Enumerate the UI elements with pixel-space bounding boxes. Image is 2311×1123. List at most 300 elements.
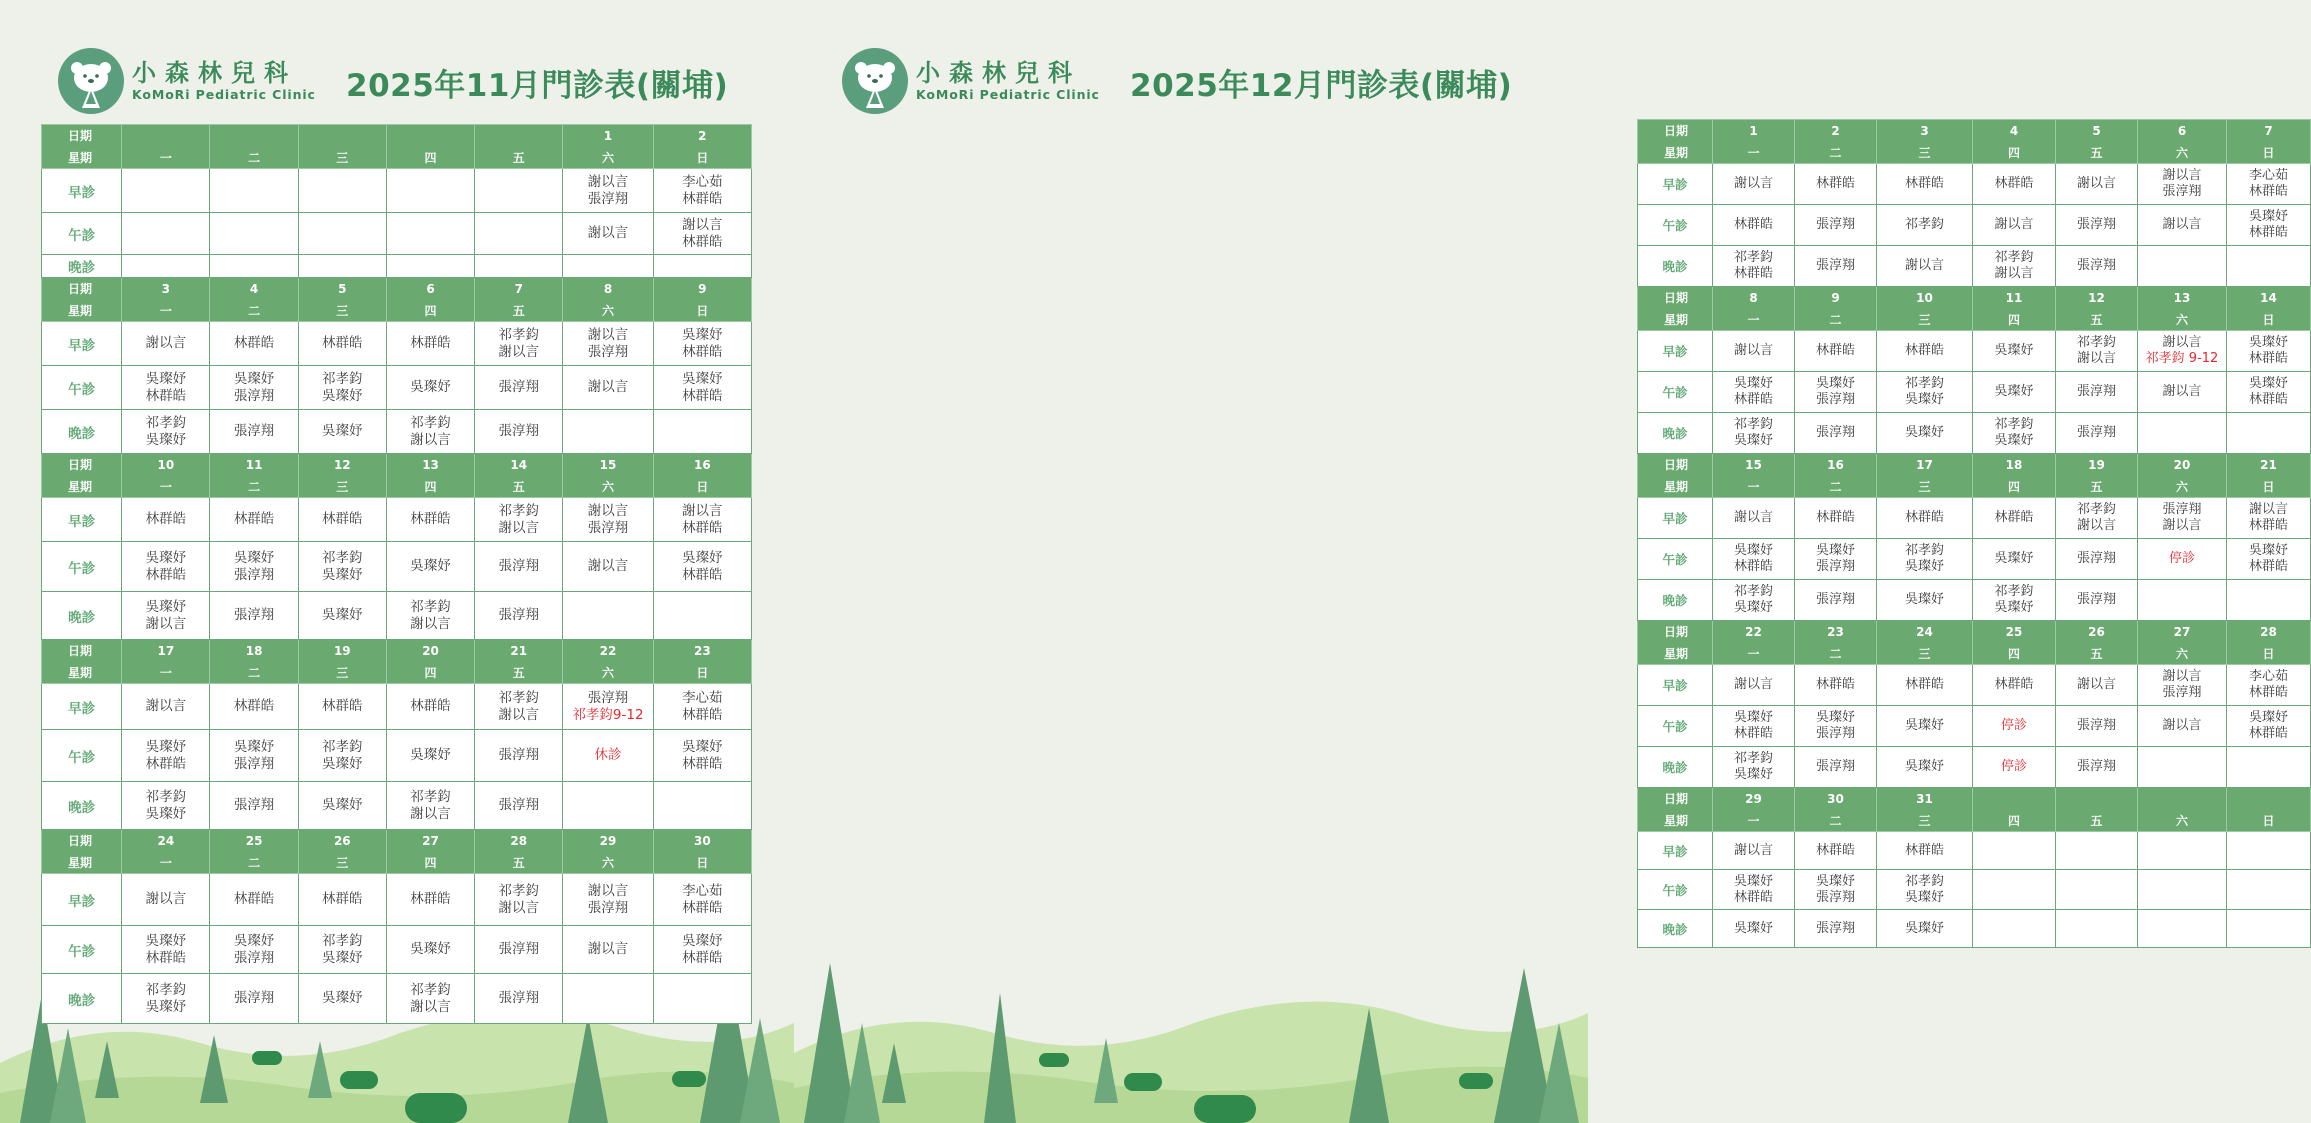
morning-row [42,498,752,542]
morning-session-label: 早診 [1638,498,1713,539]
doctor-cell: 吳璨妤 張淳翔 [1795,706,1877,747]
date-label: 日期 [42,125,122,147]
doctor-cell: 謝以言 [122,684,210,730]
weekday-row [42,147,752,169]
date-cell: 20 [386,640,474,662]
weekday-cell: 四 [386,662,474,684]
date-cell: 14 [475,454,563,476]
doctor-cell: 吳璨妤 張淳翔 [210,366,298,410]
doctor-cell: 謝以言 [563,366,653,410]
evening-row [1638,580,2311,621]
doctor-cell: 張淳翔 [475,926,563,974]
doctor-cell: 吳璨妤 林群皓 [2227,372,2311,413]
doctor-cell: 吳璨妤 林群皓 [2227,539,2311,580]
date-cell [1973,788,2056,810]
date-label: 日期 [1638,120,1713,142]
doctor-cell: 祁孝鈞 吳璨妤 [1713,580,1795,621]
date-cell: 7 [475,278,563,300]
doctor-cell [386,169,474,213]
doctor-cell: 林群皓 [210,322,298,366]
date-label: 日期 [1638,287,1713,309]
clinic-name-zh: 小森林兒科 [132,59,297,87]
doctor-cell: 張淳翔 [1795,580,1877,621]
weekday-row [42,662,752,684]
doctor-cell: 祁孝鈞 謝以言 [2056,498,2138,539]
date-cell: 2 [1795,120,1877,142]
doctor-cell: 張淳翔 [2056,246,2138,287]
doctor-cell: 張淳翔 [475,730,563,782]
date-cell: 29 [1713,788,1795,810]
doctor-cell: 祁孝鈞 吳璨妤 [298,542,386,592]
doctor-cell [2227,910,2311,948]
doctor-cell: 林群皓 [210,498,298,542]
date-cell [2138,788,2227,810]
date-cell: 5 [2056,120,2138,142]
doctor-cell: 祁孝鈞 吳璨妤 [122,410,210,454]
doctor-cell: 祁孝鈞 吳璨妤 [1973,580,2056,621]
doctor-cell: 謝以言 [122,322,210,366]
date-cell: 27 [2138,621,2227,643]
doctor-cell: 謝以言 [1713,331,1795,372]
doctor-cell: 謝以言 林群皓 [653,213,751,255]
doctor-cell: 林群皓 [1795,665,1877,706]
date-cell: 14 [2227,287,2311,309]
weekday-cell: 一 [122,852,210,874]
date-cell [386,125,474,147]
afternoon-row [1638,205,2311,246]
doctor-cell: 吳璨妤 [386,730,474,782]
doctor-cell: 林群皓 [386,322,474,366]
doctor-cell: 張淳翔 [475,782,563,830]
morning-row [42,322,752,366]
december-schedule-table [1637,119,2311,948]
doctor-cell [563,592,653,640]
weekday-label: 星期 [42,852,122,874]
evening-row [42,782,752,830]
date-cell: 20 [2138,454,2227,476]
weekday-cell: 六 [563,147,653,169]
date-cell: 12 [2056,287,2138,309]
doctor-cell: 張淳翔 [475,974,563,1024]
schedule-title: 2025年12月門診表(關埔) [1130,68,1513,104]
weekday-label: 星期 [42,662,122,684]
weekday-cell: 二 [1795,142,1877,164]
weekday-cell: 五 [475,300,563,322]
doctor-cell: 張淳翔 [210,592,298,640]
weekday-cell: 日 [2227,309,2311,331]
doctor-cell: 林群皓 [298,684,386,730]
doctor-cell: 張淳翔 [1795,747,1877,788]
doctor-cell: 謝以言 張淳翔 [563,169,653,213]
weekday-cell: 二 [210,662,298,684]
weekday-cell: 四 [1973,476,2056,498]
doctor-cell: 張淳翔 [2056,706,2138,747]
doctor-cell: 林群皓 [386,498,474,542]
partial-hours-note: 祁孝鈞 9-12 [2145,351,2219,366]
date-row [1638,287,2311,309]
weekday-cell: 五 [2056,476,2138,498]
morning-row [1638,665,2311,706]
evening-row [42,974,752,1024]
doctor-cell: 吳璨妤 林群皓 [1713,706,1795,747]
doctor-cell: 祁孝鈞 謝以言 [1973,246,2056,287]
doctor-cell: 張淳翔 [1795,205,1877,246]
weekday-cell: 二 [210,852,298,874]
doctor-cell: 謝以言 張淳翔 [2138,164,2227,205]
afternoon-row [1638,706,2311,747]
evening-row [1638,910,2311,948]
doctor-cell [2227,870,2311,910]
doctor-cell: 吳璨妤 [1713,910,1795,948]
weekday-cell: 三 [298,300,386,322]
date-cell: 30 [653,830,751,852]
date-row [1638,120,2311,142]
doctor-cell: 林群皓 [122,498,210,542]
date-cell [2056,788,2138,810]
morning-session-label: 早診 [1638,164,1713,205]
doctor-cell: 張淳翔 [210,410,298,454]
weekday-label: 星期 [42,300,122,322]
weekday-cell: 三 [298,476,386,498]
evening-session-label: 晚診 [42,255,122,278]
doctor-cell: 李心茹 林群皓 [2227,665,2311,706]
weekday-cell: 二 [210,476,298,498]
doctor-name: 謝以言 [2162,335,2202,350]
date-cell: 24 [1877,621,1973,643]
weekday-cell: 日 [653,852,751,874]
doctor-cell [475,169,563,213]
weekday-cell: 三 [298,147,386,169]
doctor-cell: 祁孝鈞 林群皓 [1713,246,1795,287]
doctor-cell: 李心茹 林群皓 [653,169,751,213]
date-cell: 21 [475,640,563,662]
afternoon-row [42,366,752,410]
date-cell: 6 [2138,120,2227,142]
doctor-cell: 祁孝鈞 吳璨妤 [298,926,386,974]
date-cell: 9 [653,278,751,300]
date-cell: 4 [210,278,298,300]
doctor-cell: 吳璨妤 林群皓 [122,730,210,782]
doctor-cell: 吳璨妤 林群皓 [653,926,751,974]
date-cell: 26 [2056,621,2138,643]
weekday-cell: 一 [1713,643,1795,665]
date-cell: 21 [2227,454,2311,476]
doctor-cell: 謝以言 [563,926,653,974]
evening-row [42,255,752,278]
doctor-cell: 張淳翔 [2056,372,2138,413]
doctor-cell: 林群皓 [386,874,474,926]
date-cell: 1 [563,125,653,147]
weekday-cell: 日 [653,147,751,169]
bear-logo-icon [58,48,124,114]
afternoon-session-label: 午診 [42,730,122,782]
weekday-cell: 六 [2138,643,2227,665]
date-cell [2227,788,2311,810]
doctor-cell: 祁孝鈞 謝以言 [475,322,563,366]
date-cell: 3 [122,278,210,300]
doctor-cell [2227,832,2311,870]
afternoon-session-label: 午診 [42,366,122,410]
weekday-label: 星期 [1638,142,1713,164]
doctor-cell [2227,413,2311,454]
doctor-name: 張淳翔 [587,689,629,706]
morning-row [1638,832,2311,870]
doctor-cell: 謝以言 張淳翔 [563,322,653,366]
doctor-cell: 李心茹 林群皓 [2227,164,2311,205]
doctor-cell [2227,246,2311,287]
doctor-cell [2138,331,2227,372]
doctor-cell: 謝以言 [1713,832,1795,870]
weekday-cell: 一 [1713,476,1795,498]
weekday-row [42,476,752,498]
weekday-cell: 一 [122,476,210,498]
schedule-title: 2025年11月門診表(關埔) [346,68,729,104]
doctor-cell: 張淳翔 [210,974,298,1024]
date-row [42,830,752,852]
afternoon-row [42,730,752,782]
morning-session-label: 早診 [1638,832,1713,870]
date-cell [210,125,298,147]
date-label: 日期 [42,640,122,662]
date-row [1638,621,2311,643]
doctor-cell: 張淳翔 [2056,539,2138,580]
doctor-cell [563,782,653,830]
doctor-cell: 張淳翔 [1795,246,1877,287]
doctor-cell [2138,910,2227,948]
weekday-cell: 五 [475,662,563,684]
doctor-cell: 林群皓 [1795,164,1877,205]
date-cell: 5 [298,278,386,300]
doctor-cell: 吳璨妤 [386,542,474,592]
date-cell: 22 [1713,621,1795,643]
morning-session-label: 早診 [42,874,122,926]
doctor-cell [2056,832,2138,870]
date-cell: 15 [1713,454,1795,476]
doctor-cell [1973,832,2056,870]
weekday-row [1638,810,2311,832]
afternoon-session-label: 午診 [1638,372,1713,413]
doctor-cell: 吳璨妤 林群皓 [653,542,751,592]
weekday-cell: 一 [1713,142,1795,164]
weekday-cell: 二 [210,147,298,169]
weekday-cell: 日 [2227,643,2311,665]
evening-session-label: 晚診 [1638,747,1713,788]
doctor-cell: 吳璨妤 [1877,413,1973,454]
weekday-cell: 一 [1713,810,1795,832]
weekday-cell: 四 [1973,810,2056,832]
doctor-cell: 張淳翔 [1795,413,1877,454]
doctor-cell: 謝以言 林群皓 [2227,498,2311,539]
weekday-row [1638,142,2311,164]
date-cell: 28 [475,830,563,852]
weekday-cell: 三 [1877,643,1973,665]
date-cell: 23 [653,640,751,662]
evening-session-label: 晚診 [1638,910,1713,948]
doctor-cell: 吳璨妤 林群皓 [2227,706,2311,747]
doctor-cell [563,974,653,1024]
doctor-cell: 吳璨妤 張淳翔 [210,542,298,592]
doctor-cell: 吳璨妤 林群皓 [1713,539,1795,580]
doctor-cell: 謝以言 張淳翔 [563,498,653,542]
partial-hours-note: 祁孝鈞9-12 [572,706,644,723]
doctor-cell [2056,870,2138,910]
doctor-cell [2138,246,2227,287]
doctor-cell [122,213,210,255]
doctor-cell [2138,413,2227,454]
doctor-cell: 謝以言 [122,874,210,926]
weekday-cell: 四 [1973,643,2056,665]
evening-session-label: 晚診 [42,592,122,640]
date-cell: 10 [1877,287,1973,309]
weekday-cell: 日 [653,300,751,322]
doctor-cell: 祁孝鈞 吳璨妤 [1973,413,2056,454]
doctor-cell: 吳璨妤 張淳翔 [1795,372,1877,413]
doctor-cell [653,974,751,1024]
doctor-cell: 祁孝鈞 謝以言 [386,974,474,1024]
doctor-cell [210,169,298,213]
doctor-cell: 祁孝鈞 吳璨妤 [122,782,210,830]
weekday-cell: 三 [1877,309,1973,331]
forest-scenery [794,923,1588,1123]
date-cell: 17 [1877,454,1973,476]
clinic-name-en: KoMoRi Pediatric Clinic [916,87,1100,102]
doctor-cell [475,213,563,255]
date-cell: 11 [210,454,298,476]
date-cell: 1 [1713,120,1795,142]
afternoon-session-label: 午診 [42,213,122,255]
date-label: 日期 [42,454,122,476]
weekday-cell: 一 [122,300,210,322]
afternoon-session-label: 午診 [42,542,122,592]
doctor-cell: 吳璨妤 謝以言 [122,592,210,640]
afternoon-row [42,542,752,592]
doctor-cell: 謝以言 張淳翔 [2138,665,2227,706]
weekday-cell: 二 [1795,810,1877,832]
doctor-cell [2138,870,2227,910]
evening-session-label: 晚診 [42,410,122,454]
doctor-cell: 林群皓 [386,684,474,730]
doctor-cell: 祁孝鈞 吳璨妤 [1877,372,1973,413]
doctor-cell: 謝以言 [563,213,653,255]
morning-session-label: 早診 [42,322,122,366]
afternoon-session-label: 午診 [1638,539,1713,580]
weekday-cell: 日 [2227,142,2311,164]
doctor-cell [2227,747,2311,788]
doctor-cell: 吳璨妤 [1877,910,1973,948]
date-cell: 16 [1795,454,1877,476]
doctor-cell: 張淳翔 [475,542,563,592]
doctor-cell: 吳璨妤 林群皓 [653,730,751,782]
doctor-cell: 林群皓 [1877,832,1973,870]
doctor-cell: 祁孝鈞 吳璨妤 [122,974,210,1024]
doctor-cell: 停診 [1973,706,2056,747]
doctor-cell: 林群皓 [1973,164,2056,205]
doctor-cell [386,255,474,278]
date-cell: 29 [563,830,653,852]
doctor-cell: 吳璨妤 林群皓 [122,542,210,592]
weekday-cell: 四 [386,147,474,169]
doctor-cell: 吳璨妤 [298,592,386,640]
doctor-cell: 吳璨妤 林群皓 [2227,205,2311,246]
date-cell: 22 [563,640,653,662]
doctor-cell: 吳璨妤 林群皓 [2227,331,2311,372]
doctor-cell: 吳璨妤 張淳翔 [1795,870,1877,910]
weekday-cell: 三 [1877,810,1973,832]
doctor-cell: 謝以言 [2138,205,2227,246]
doctor-cell: 林群皓 [1877,498,1973,539]
doctor-cell: 祁孝鈞 謝以言 [475,498,563,542]
doctor-cell: 吳璨妤 林群皓 [1713,372,1795,413]
weekday-cell: 六 [563,662,653,684]
doctor-cell: 張淳翔 [210,782,298,830]
date-label: 日期 [1638,454,1713,476]
morning-session-label: 早診 [42,169,122,213]
weekday-cell: 五 [2056,142,2138,164]
doctor-cell: 林群皓 [298,874,386,926]
november-panel [0,0,794,1123]
date-cell: 18 [210,640,298,662]
doctor-cell [653,410,751,454]
date-row [42,278,752,300]
doctor-cell: 謝以言 [1713,498,1795,539]
doctor-cell [1973,870,2056,910]
doctor-cell: 林群皓 [1795,331,1877,372]
weekday-cell: 六 [563,476,653,498]
weekday-cell: 日 [2227,810,2311,832]
date-cell: 8 [563,278,653,300]
weekday-cell: 六 [563,300,653,322]
doctor-cell: 吳璨妤 [298,782,386,830]
morning-session-label: 早診 [42,498,122,542]
weekday-cell: 六 [2138,142,2227,164]
date-cell: 17 [122,640,210,662]
weekday-cell: 日 [653,476,751,498]
doctor-cell [563,684,653,730]
weekday-cell: 五 [2056,810,2138,832]
date-row [1638,454,2311,476]
weekday-cell: 四 [386,476,474,498]
weekday-cell: 一 [122,147,210,169]
date-cell: 31 [1877,788,1973,810]
afternoon-session-label: 午診 [42,926,122,974]
doctor-cell [475,255,563,278]
weekday-cell: 日 [2227,476,2311,498]
weekday-cell: 四 [386,300,474,322]
doctor-cell: 吳璨妤 林群皓 [653,322,751,366]
doctor-cell: 張淳翔 [2056,580,2138,621]
morning-session-label: 早診 [1638,665,1713,706]
doctor-cell [653,782,751,830]
doctor-cell: 張淳翔 [475,592,563,640]
doctor-cell: 祁孝鈞 謝以言 [386,592,474,640]
doctor-cell: 林群皓 [1795,832,1877,870]
evening-session-label: 晚診 [1638,580,1713,621]
doctor-cell [122,169,210,213]
doctor-cell: 李心茹 林群皓 [653,684,751,730]
doctor-cell: 祁孝鈞 謝以言 [475,684,563,730]
date-cell: 9 [1795,287,1877,309]
afternoon-row [1638,870,2311,910]
afternoon-session-label: 午診 [1638,706,1713,747]
weekday-cell: 三 [298,852,386,874]
weekday-cell: 一 [122,662,210,684]
doctor-cell: 祁孝鈞 吳璨妤 [1877,870,1973,910]
doctor-cell: 張淳翔 謝以言 [2138,498,2227,539]
doctor-cell [298,169,386,213]
weekday-cell: 三 [298,662,386,684]
clinic-name-en: KoMoRi Pediatric Clinic [132,87,316,102]
date-label: 日期 [1638,621,1713,643]
